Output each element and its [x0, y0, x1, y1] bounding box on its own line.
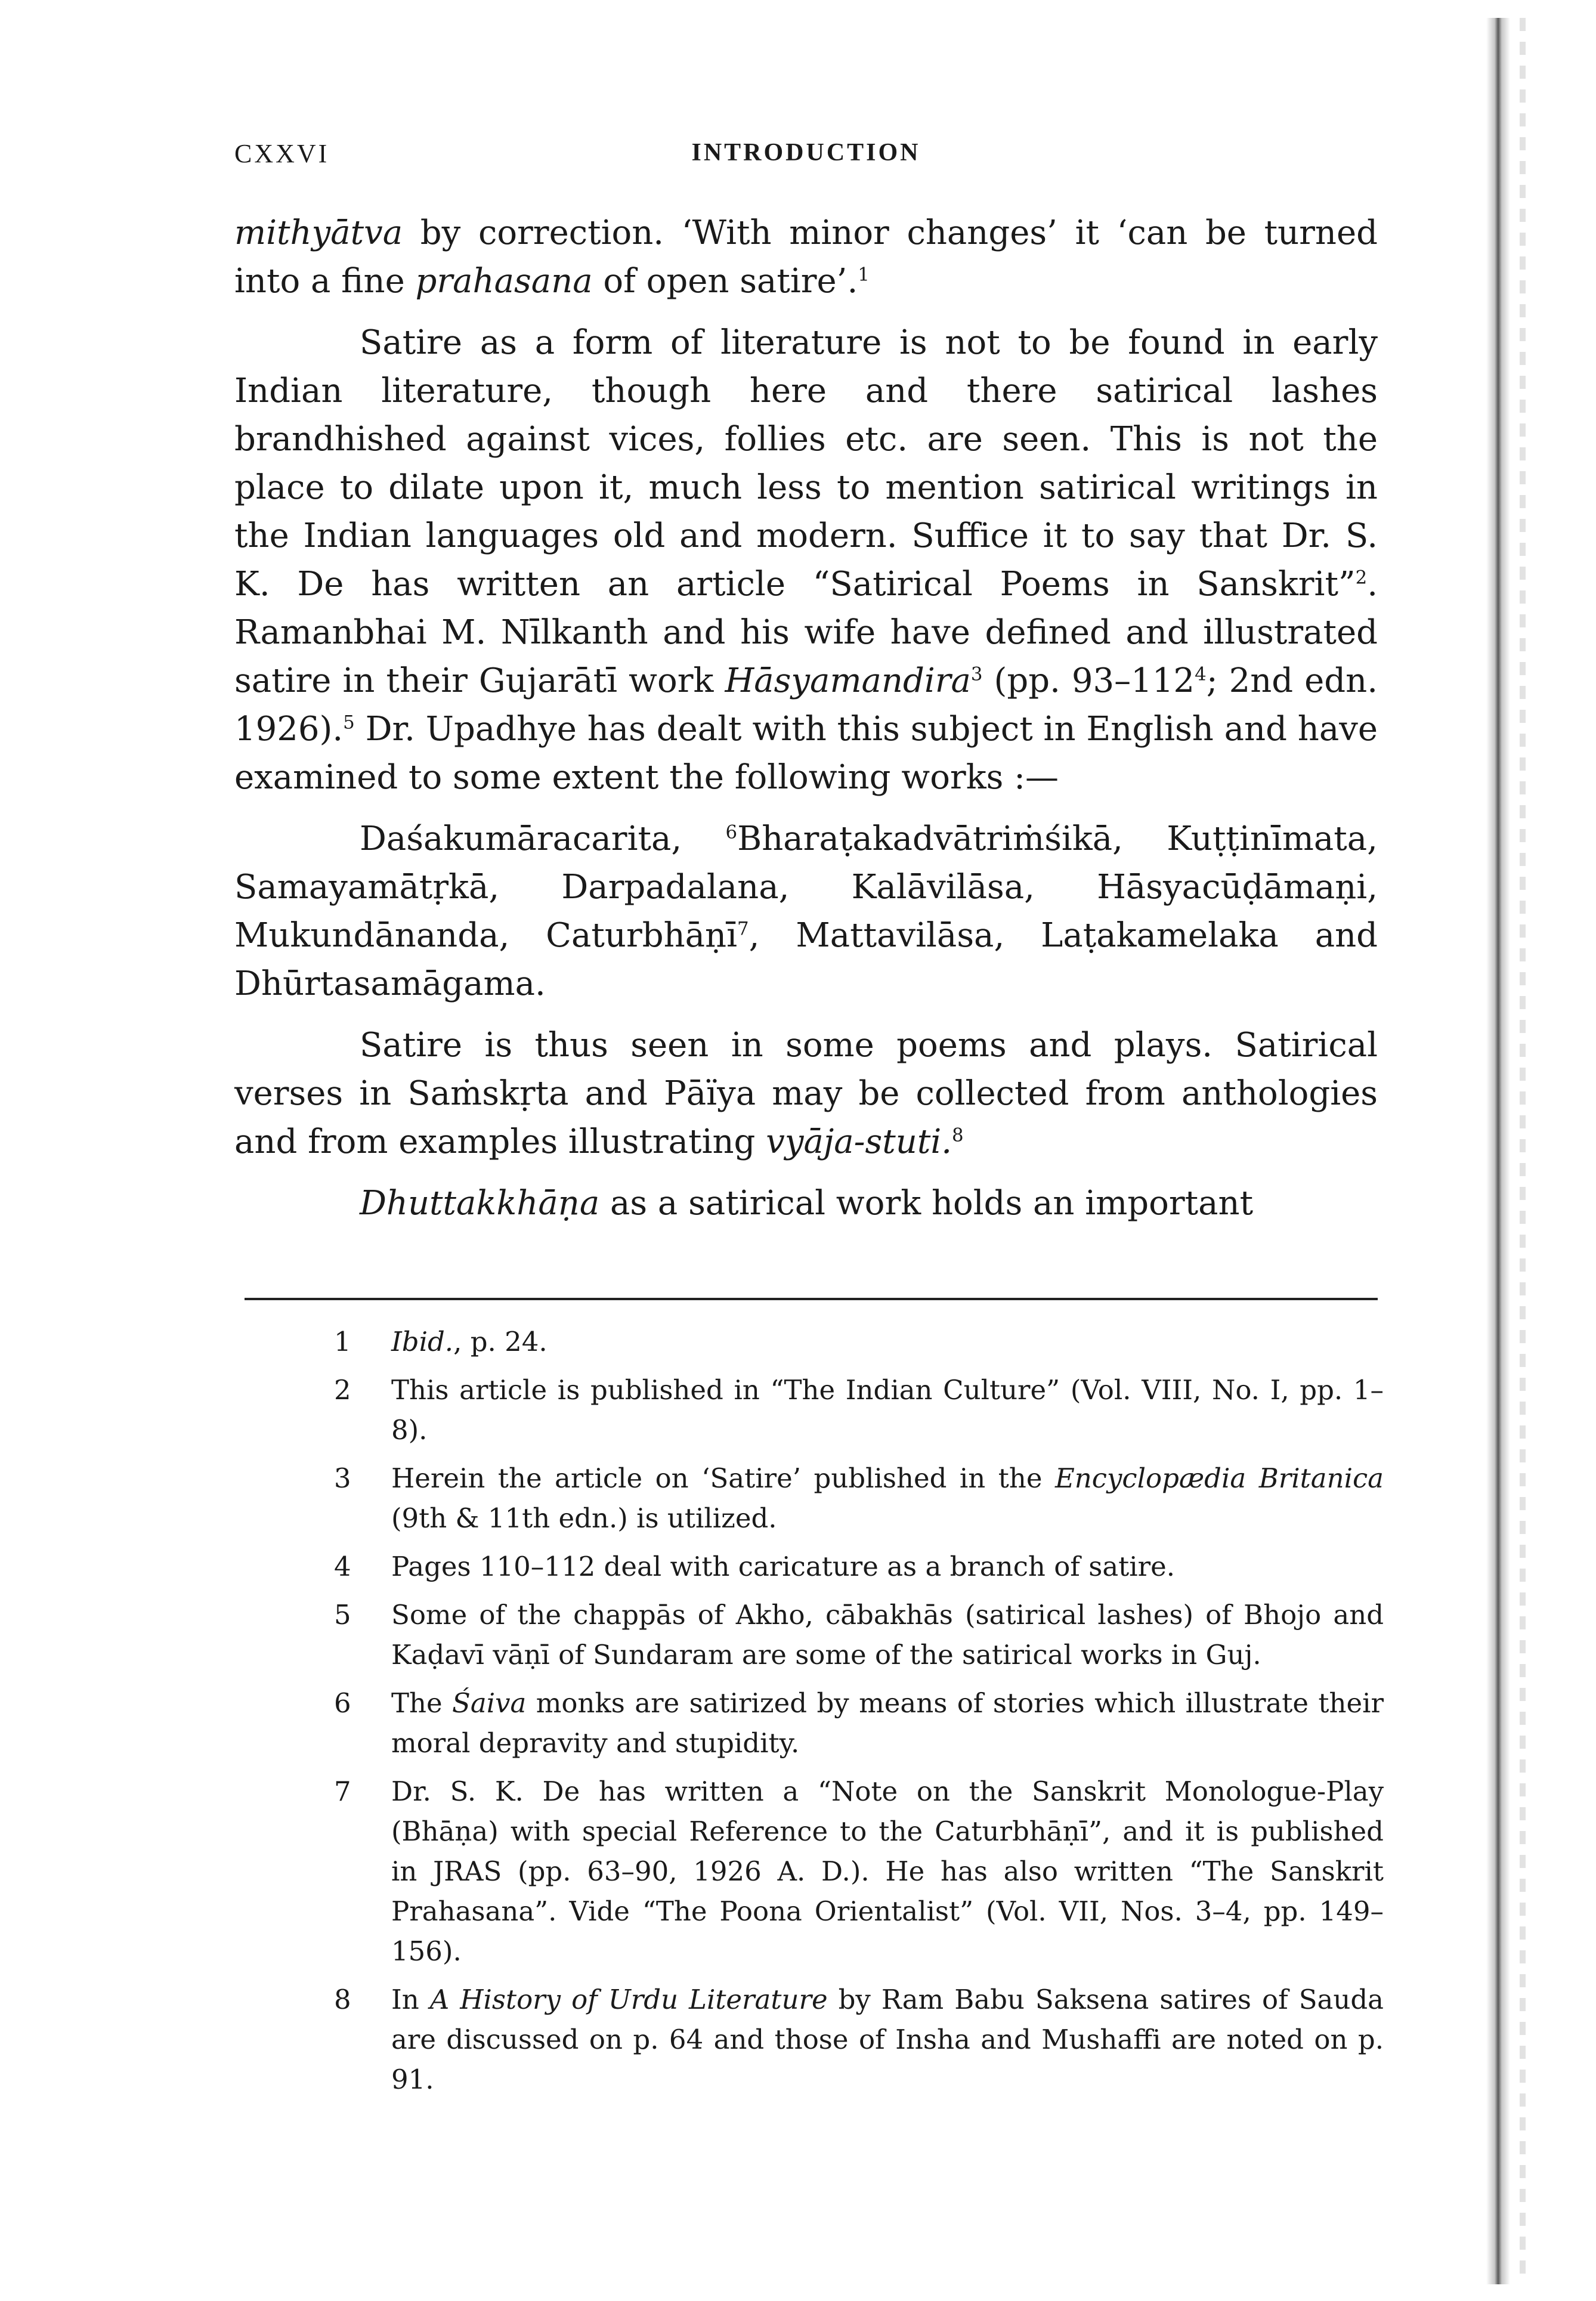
footnote-text: This article is published in “The Indian Culture” (Vol. VIII, No. I, pp. 1–8). — [391, 1374, 1384, 1446]
page-number: CXXVI — [234, 139, 330, 168]
footnote-number: 7 — [334, 1776, 351, 1807]
footnote-ref[interactable]: 2 — [1355, 567, 1368, 589]
page-header — [234, 138, 1378, 174]
text-run: of open satire’. — [592, 262, 858, 301]
italic-term: prahasana — [415, 262, 593, 301]
italic-term: Dhuttakkhāṇa — [360, 1184, 600, 1223]
footnote-number: 3 — [334, 1462, 351, 1494]
footnote-ref[interactable]: 4 — [1195, 663, 1207, 685]
footnote-6 — [334, 1683, 1384, 1763]
footnote-ref[interactable]: 5 — [343, 712, 355, 734]
paragraph-1 — [234, 209, 1378, 305]
italic-term: vyāja-stuti. — [766, 1122, 952, 1161]
text-run: Satire as a form of literature is not to be found in early Indian literature, though here and there satirical lashes brandhished against vices, follies etc. are seen. This is not the place to dilate upon it, much less to mention satirical writings in the Indian languages old and modern. Suffice it to say that Dr. S. K. De has written an article “Satirical Poems in Sanskrit” — [234, 323, 1378, 604]
footnote-number: 2 — [334, 1374, 351, 1406]
text-run: . Ramanbhai M. Nīlkanth and his wife have defined and illustrated satire in their Gujarātī work — [234, 565, 1378, 700]
footnote-2 — [334, 1370, 1384, 1450]
footnotes — [334, 1322, 1384, 2108]
paragraph-4 — [234, 1021, 1378, 1166]
italic-term: Ibid. — [391, 1326, 454, 1357]
footnote-1 — [334, 1322, 1384, 1362]
text-run: Daśakumāracarita, — [360, 819, 726, 858]
text-run: , Mattavilāsa, Laṭakamelaka and Dhūrtasamāgama. — [234, 916, 1378, 1003]
paragraph-5 — [234, 1179, 1378, 1227]
italic-term: Encyclopædia Britanica — [1054, 1462, 1384, 1494]
footnote-ref[interactable]: 7 — [737, 918, 749, 940]
text-run: Bharaṭakadvātriṁśikā, Kuṭṭinīmata, Samayamātṛkā, Darpadalana, Kalāvilāsa, Hāsyacūḍāmaṇi, Mukundānanda, Caturbhāṇī — [234, 819, 1378, 955]
text-run: Dr. Upadhye has dealt with this subject in English and have examined to some extent the following works :— — [234, 710, 1378, 797]
main-text — [234, 209, 1378, 1241]
footnote-ref[interactable]: 3 — [970, 663, 983, 685]
footnote-ref[interactable]: 6 — [725, 821, 738, 843]
italic-term: Śaiva — [452, 1687, 527, 1719]
footnote-text: by Ram Babu Saksena satires of Sauda are discussed on p. 64 and those of Insha and Mushaffi are noted on p. 91. — [391, 1984, 1384, 2095]
text-run: by correction. ‘With minor changes’ it ‘can be turned into a fine — [234, 214, 1378, 301]
text-run: (pp. 93–112 — [982, 661, 1195, 700]
footnote-text: Pages 110–112 deal with caricature as a branch of satire. — [391, 1551, 1176, 1582]
italic-term: mithyātva — [234, 214, 403, 252]
footnote-rule — [245, 1298, 1378, 1300]
footnote-3 — [334, 1458, 1384, 1538]
footnote-text: monks are satirized by means of stories which illustrate their moral depravity and stupidity. — [391, 1687, 1384, 1759]
page-edge — [1520, 18, 1526, 2284]
italic-term: A History of Urdu Literature — [429, 1984, 828, 2015]
footnote-ref[interactable]: 8 — [952, 1124, 964, 1146]
footnote-5 — [334, 1595, 1384, 1675]
text-run: as a satirical work holds an important — [599, 1184, 1254, 1223]
footnote-text: The — [391, 1687, 453, 1719]
text-run: ; 2nd edn. 1926). — [234, 661, 1378, 749]
footnote-number: 5 — [334, 1599, 351, 1631]
footnote-ref[interactable]: 1 — [858, 264, 870, 286]
text-run: Satire is thus seen in some poems and plays. Satirical verses in Saṁskṛta and Pāïya may be collected from anthologies and from examples illustrating — [234, 1026, 1378, 1161]
footnote-text: Some of the chappās of Akho, cābakhās (satirical lashes) of Bhojo and Kaḍavī vāṇī of Sundaram are some of the satirical works in Guj. — [391, 1599, 1384, 1671]
footnote-7 — [334, 1771, 1384, 1971]
footnote-number: 6 — [334, 1687, 351, 1719]
paragraph-works-list — [234, 815, 1378, 1008]
footnote-text: In — [391, 1984, 430, 2015]
footnote-text: Dr. S. K. De has written a “Note on the Sanskrit Monologue-Play (Bhāṇa) with special Reference to the Caturbhāṇī”, and it is published in JRAS (pp. 63–90, 1926 A. D.). He has also written “The Sanskrit Prahasana”. Vide “The Poona Orientalist” (Vol. VII, Nos. 3–4, pp. 149–156). — [391, 1776, 1384, 1967]
footnote-text: Herein the article on ‘Satire’ published in the — [391, 1462, 1055, 1494]
footnote-4 — [334, 1547, 1384, 1586]
running-head: INTRODUCTION — [691, 139, 921, 166]
footnote-number: 4 — [334, 1551, 351, 1582]
paragraph-2 — [234, 318, 1378, 802]
footnote-number: 1 — [334, 1326, 351, 1357]
footnote-8 — [334, 1980, 1384, 2099]
italic-term: Hāsyamandira — [725, 661, 971, 700]
footnote-text: (9th & 11th edn.) is utilized. — [391, 1502, 777, 1534]
footnote-number: 8 — [334, 1984, 351, 2015]
book-binding-shadow — [1486, 18, 1510, 2284]
footnote-text: , p. 24. — [453, 1326, 548, 1357]
